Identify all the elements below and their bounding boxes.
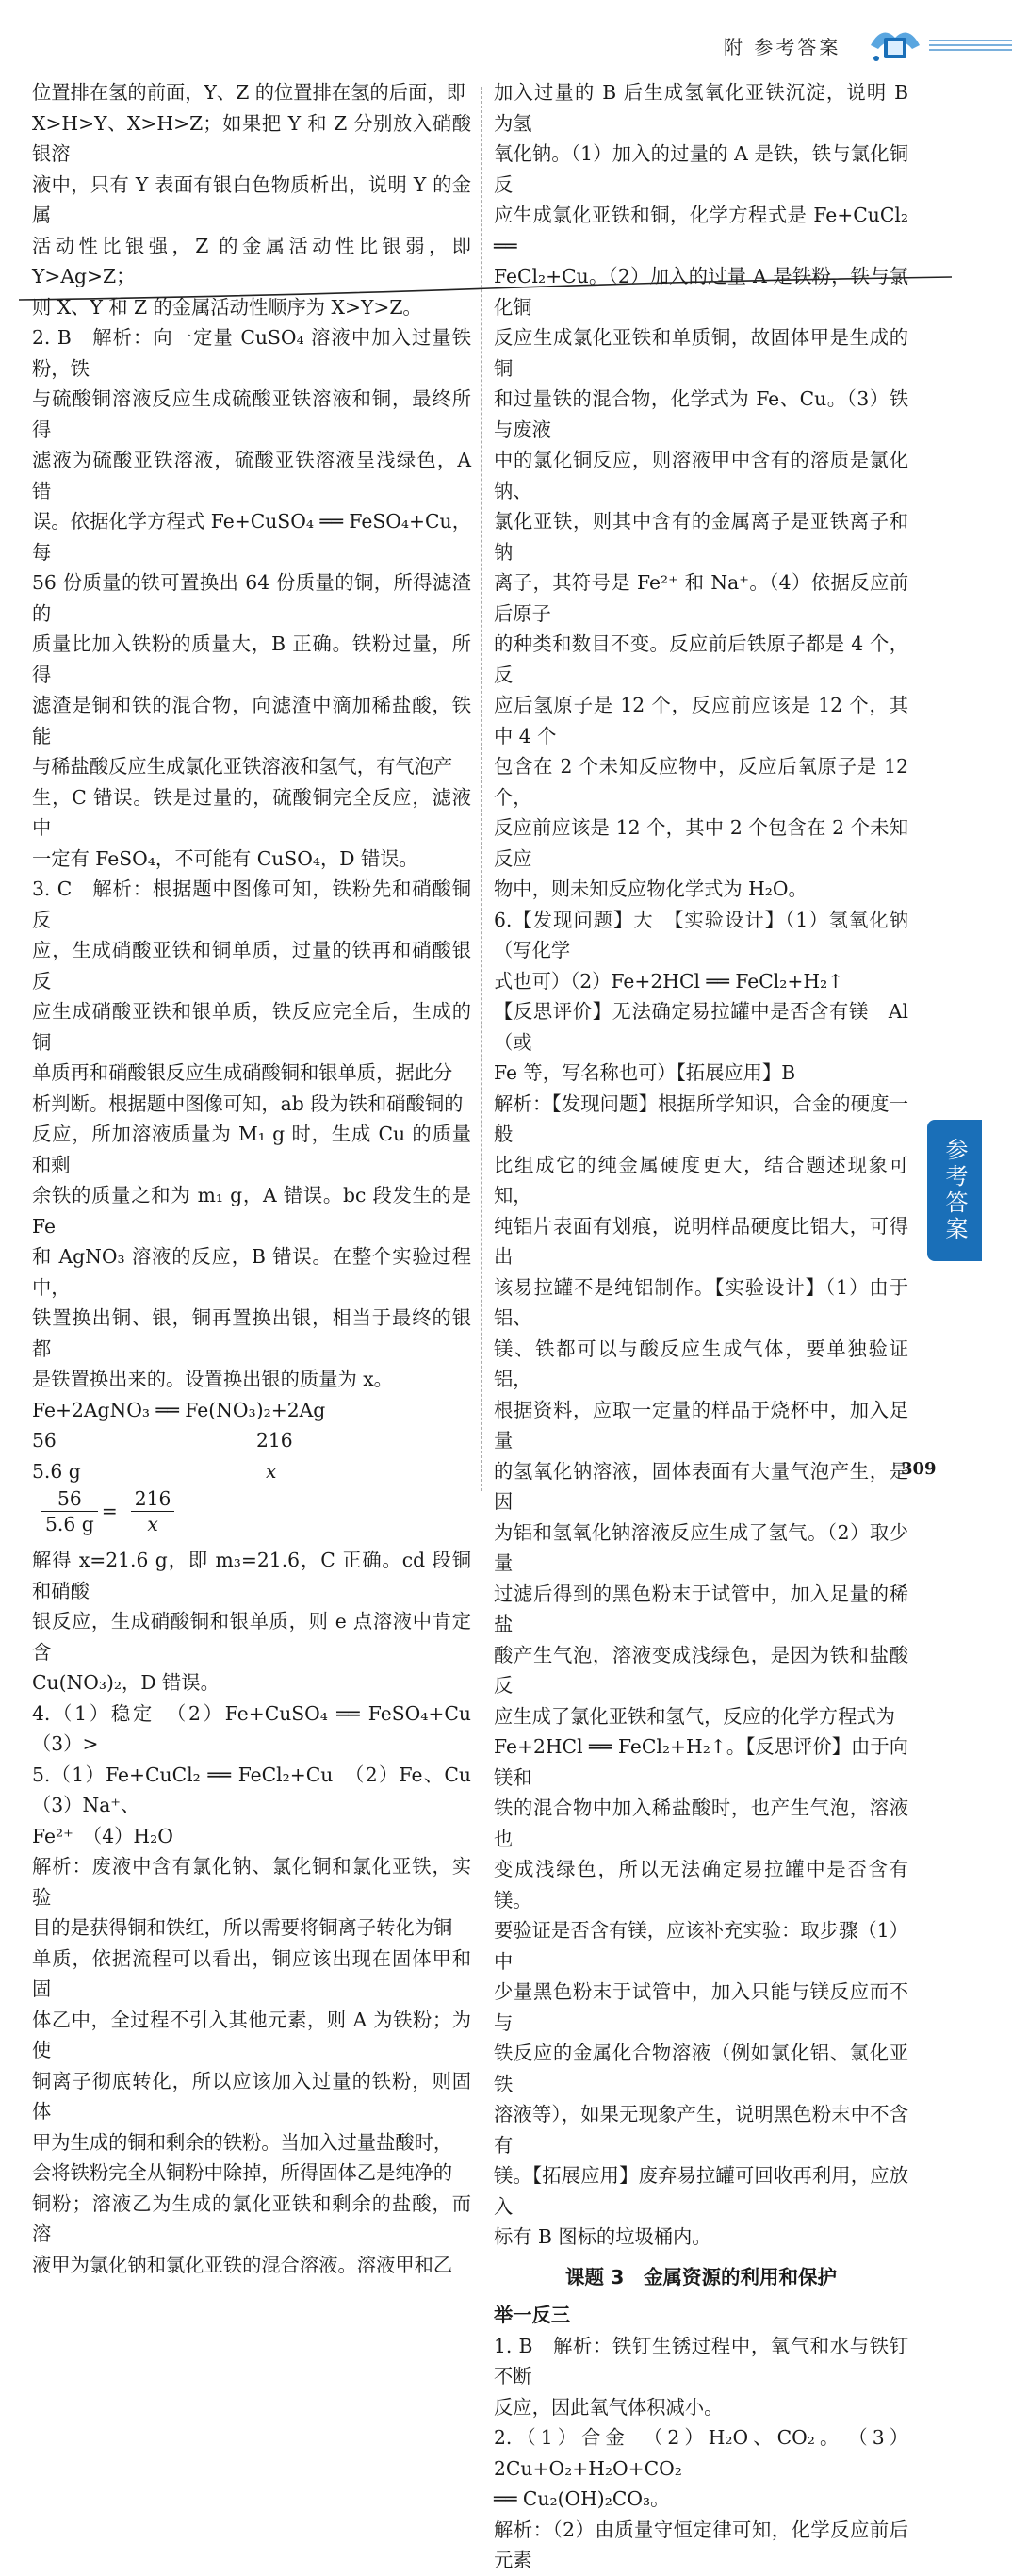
answer-6-analysis-line: 铁反应的金属化合物溶液（例如氯化铝、氯化亚铁 [494, 2042, 908, 2095]
answer-6-analysis-line: 解析：【发现问题】根据所学知识，合金的硬度一般 [494, 1091, 908, 1145]
intro-line: 位置排在氢的前面，Y、Z 的位置排在氢的后面，即 [32, 81, 465, 104]
header-decor-lines [929, 40, 1012, 51]
answer-5-analysis-line: 单质，依据流程可以看出，铜应该出现在固体甲和固 [32, 1946, 471, 2000]
answer-5-cont-line: 离子，其符号是 Fe²⁺ 和 Na⁺。（4）依据反应前后原子 [494, 571, 908, 625]
answer-6-analysis-line: 要验证是否含有镁，应该补充实验：取步骤（1）中 [494, 1919, 908, 1973]
fraction-1-num: 56 [41, 1486, 98, 1512]
section-label: 附 参考答案 [724, 36, 841, 58]
answer-5-analysis-line: 铜粉；溶液乙为生成的氯化亚铁和剩余的盐酸，而溶 [32, 2191, 471, 2245]
answer-6-analysis-line: 溶液等），如果无现象产生，说明黑色粉末中不含有 [494, 2103, 908, 2157]
answer-3-line: 是铁置换出来的。设置换出银的质量为 x。 [32, 1368, 393, 1390]
answer-4: 4.（1）稳定 （2）Fe+CuSO₄ ══ FeSO₄+Cu （3）> [32, 1701, 491, 1755]
book-wings-icon [867, 17, 923, 66]
s1-line: 1. B 解析：铁钉生锈过程中，氧气和水与铁钉不断 [494, 2334, 908, 2387]
side-tab[interactable]: 参考答案 [927, 1120, 982, 1261]
answer-5-analysis-line: 液甲为氯化钠和氯化亚铁的混合溶液。溶液甲和乙 [32, 2253, 453, 2276]
answer-5-analysis-line: 体乙中，全过程不引入其他元素，则 A 为铁粉；为使 [32, 2008, 471, 2061]
s2-line: 解析：（2）由质量守恒定律可知，化学反应前后元素 [494, 2518, 908, 2571]
answer-5-cont-line: 包含在 2 个未知反应物中，反应后氧原子是 12 个， [494, 755, 908, 809]
answer-5-analysis-line: 解析：废液中含有氯化钠、氯化铜和氯化亚铁，实验 [32, 1855, 471, 1909]
answer-2-line: 滤渣是铜和铁的混合物，向滤渣中滴加稀盐酸，铁能 [32, 694, 471, 747]
answer-2-line: 一定有 FeSO₄，不可能有 CuSO₄，D 错误。 [32, 846, 418, 870]
answer-6-analysis-line: 镁、铁都可以与酸反应生成气体，要单独验证铝， [494, 1337, 908, 1390]
calc-r1-left: 56 [32, 1429, 57, 1452]
answer-2-line: 生，C 错误。铁是过量的，硫酸铜完全反应，滤液中 [32, 785, 471, 839]
calc-proportion [32, 1486, 471, 1545]
answer-2-line: 误。依据化学方程式 Fe+CuSO₄ ══ FeSO₄+Cu，每 [32, 510, 471, 564]
fraction-2-den: x [147, 1513, 158, 1535]
answer-2-line: 滤液为硫酸亚铁溶液，硫酸亚铁溶液呈浅绿色，A 错 [32, 449, 471, 502]
answer-5-analysis-line: 目的是获得铜和铁红，所以需要将铜离子转化为铜 [32, 1916, 453, 1939]
answer-6-line: Fe 等，写名称也可）【拓展应用】B [494, 1061, 796, 1084]
left-column [32, 77, 491, 2280]
page-number: 309 [901, 1459, 937, 1479]
answer-3-line: 反应，所加溶液质量为 M₁ g 时，生成 Cu 的质量和剩 [32, 1123, 471, 1176]
calc-equation: Fe+2AgNO₃ ══ Fe(NO₃)₂+2Ag [32, 1398, 326, 1421]
answer-2-line: 与稀盐酸反应生成氯化亚铁溶液和氢气，有气泡产 [32, 755, 453, 778]
answer-5-cont-line: 应生成氯化亚铁和铜，化学方程式是 Fe+CuCl₂ ══ [494, 204, 908, 257]
answer-5-cont-line: 应后氢原子是 12 个，反应前应该是 12 个，其中 4 个 [494, 694, 908, 747]
answer-3-line: 余铁的质量之和为 m₁ g，A 错误。bc 段发生的是 Fe [32, 1184, 471, 1238]
answer-3-line: 3. C 解析：根据题中图像可知，铁粉先和硝酸铜反 [32, 878, 471, 931]
answer-5-cont-line: 中的氯化铜反应，则溶液甲中含有的溶质是氯化钠、 [494, 449, 908, 502]
answer-6-analysis-line: 少量黑色粉末于试管中，加入只能与镁反应而不与 [494, 1980, 908, 2034]
answer-5-line: Fe²⁺ （4）H₂O [32, 1824, 173, 1847]
section-title: 课题 3 金属资源的利用和保护 [565, 2265, 837, 2289]
answer-2-line: 质量比加入铁粉的质量大，B 正确。铁粉过量，所得 [32, 632, 471, 686]
answer-6-analysis-line: 纯铝片表面有划痕，说明样品硬度比铝大，可得出 [494, 1214, 908, 1268]
answer-2-line: 2. B 解析：向一定量 CuSO₄ 溶液中加入过量铁粉，铁 [32, 326, 471, 380]
intro-line: 则 X、Y 和 Z 的金属活动性顺序为 X>Y>Z。 [32, 295, 422, 319]
answer-2-line: 56 份质量的铁可置换出 64 份质量的铜，所得滤渣的 [32, 571, 471, 625]
answer-2-line: 与硫酸铜溶液反应生成硫酸亚铁溶液和铜，最终所得 [32, 387, 471, 441]
answer-3-line: 应，生成硝酸亚铁和铜单质，过量的铁再和硝酸银反 [32, 939, 471, 993]
calculation-block [32, 1395, 471, 1546]
answer-3-line: 铁置换出铜、银，铜再置换出银，相当于最终的银都 [32, 1306, 471, 1360]
intro-line: X>H>Y、X>H>Z；如果把 Y 和 Z 分别放入硝酸银溶 [32, 111, 471, 165]
answer-3-end-line: 银反应，生成硝酸铜和银单质，则 e 点溶液中肯定含 [32, 1610, 471, 1664]
answer-5-cont-line: 氯化亚铁，则其中含有的金属离子是亚铁离子和钠 [494, 510, 908, 564]
answer-5-cont-line: 反应生成氯化亚铁和单质铜，故固体甲是生成的铜 [494, 326, 908, 380]
answer-3-end-line: 解得 x=21.6 g，即 m₃=21.6，C 正确。cd 段铜和硝酸 [32, 1549, 471, 1602]
right-column [494, 77, 908, 2576]
calc-r1-right: 216 [256, 1429, 293, 1452]
answer-6-analysis-line: 为铝和氢氧化钠溶液反应生成了氢气。（2）取少量 [494, 1520, 908, 1574]
answer-6-analysis-line: 过滤后得到的黑色粉末于试管中，加入足量的稀盐 [494, 1582, 908, 1635]
answer-5-cont-line: FeCl₂+Cu。（2）加入的过量 A 是铁粉，铁与氯化铜 [494, 265, 908, 319]
fraction-2-num: 216 [131, 1486, 175, 1512]
calc-r2-left: 5.6 g [32, 1459, 81, 1483]
answer-3-end-line: Cu(NO₃)₂，D 错误。 [32, 1671, 220, 1694]
subsection-heading: 举一反三 [494, 2304, 571, 2326]
equals-sign: = [101, 1500, 118, 1523]
answer-6-line: 6.【发现问题】大 【实验设计】（1）氢氧化钠（写化学 [494, 908, 908, 961]
answer-3-line: 析判断。根据题中图像可知，ab 段为铁和硝酸铜的 [32, 1091, 464, 1115]
answer-6-line: 式也可）（2）Fe+2HCl ══ FeCl₂+H₂↑ [494, 969, 844, 993]
answer-5-analysis-line: 甲为生成的铜和剩余的铁粉。当加入过量盐酸时， [32, 2130, 453, 2154]
answer-6-analysis-line: 酸产生气泡，溶液变成浅绿色，是因为铁和盐酸反 [494, 1643, 908, 1697]
calc-row-1 [32, 1425, 471, 1456]
answer-6-analysis-line: 变成浅绿色，所以无法确定易拉罐中是否含有镁。 [494, 1858, 908, 1911]
answer-6-analysis-line: 应生成了氯化亚铁和氢气，反应的化学方程式为 [494, 1704, 895, 1728]
answer-6-analysis-line: 铁的混合物中加入稀盐酸时，也产生气泡，溶液也 [494, 1797, 908, 1850]
calc-r2-right: x [266, 1459, 277, 1483]
s2-line: 2.（1）合金 （2）H₂O、CO₂。 （3）2Cu+O₂+H₂O+CO₂ [494, 2426, 908, 2480]
answer-5-cont-line: 加入过量的 B 后生成氢氧化亚铁沉淀，说明 B 为氢 [494, 81, 908, 135]
page-header [0, 0, 1012, 75]
answer-3-line: 和 AgNO₃ 溶液的反应，B 错误。在整个实验过程中， [32, 1245, 471, 1299]
answer-6-line: 【反思评价】无法确定易拉罐中是否含有镁 Al（或 [494, 1000, 908, 1054]
answer-6-analysis-line: 标有 B 图标的垃圾桶内。 [494, 2225, 711, 2248]
answer-5-line: 5.（1）Fe+CuCl₂ ══ FeCl₂+Cu （2）Fe、Cu （3）Na⁺、 [32, 1763, 491, 1816]
answer-6-analysis-line: 的氢氧化钠溶液，固体表面有大量气泡产生，是因 [494, 1459, 908, 1513]
answer-6-analysis-line: 比组成它的纯金属硬度更大，结合题述现象可知， [494, 1153, 908, 1206]
answer-6-analysis-line: 根据资料，应取一定量的样品于烧杯中，加入足量 [494, 1398, 908, 1452]
answer-5-cont-line: 和过量铁的混合物，化学式为 Fe、Cu。（3）铁与废液 [494, 387, 908, 441]
intro-line: 液中，只有 Y 表面有银白色物质析出，说明 Y 的金属 [32, 172, 471, 226]
s1-line: 反应，因此氧气体积减小。 [494, 2395, 724, 2419]
answer-5-cont-line: 的种类和数目不变。反应前后铁原子都是 4 个，反 [494, 632, 908, 686]
answer-5-cont-line: 物中，则未知反应物化学式为 H₂O。 [494, 878, 808, 900]
answer-6-analysis-line: Fe+2HCl ══ FeCl₂+H₂↑。【反思评价】由于向镁和 [494, 1735, 908, 1789]
column-divider [481, 87, 482, 1491]
answer-5-cont-line: 氧化钠。（1）加入的过量的 A 是铁，铁与氯化铜反 [494, 142, 908, 196]
s2-line: ══ Cu₂(OH)₂CO₃。 [494, 2487, 670, 2510]
fraction-2 [131, 1486, 175, 1536]
calc-row-2 [32, 1456, 471, 1487]
fraction-1-den: 5.6 g [45, 1513, 94, 1535]
answer-3-line: 单质再和硝酸银反应生成硝酸铜和银单质，据此分 [32, 1061, 453, 1084]
answer-6-analysis-line: 该易拉罐不是纯铝制作。【实验设计】（1）由于铝、 [494, 1275, 908, 1329]
answer-3-line: 应生成硝酸亚铁和银单质，铁反应完全后，生成的铜 [32, 1000, 471, 1054]
answer-5-cont-line: 反应前应该是 12 个，其中 2 个包含在 2 个未知反应 [494, 816, 908, 870]
intro-line: 活动性比银强，Z 的金属活动性比银弱，即 Y>Ag>Z； [32, 234, 471, 287]
answer-5-analysis-line: 铜离子彻底转化，所以应该加入过量的铁粉，则固体 [32, 2069, 471, 2123]
answer-6-analysis-line: 镁。【拓展应用】废弃易拉罐可回收再利用，应放入 [494, 2164, 908, 2218]
answer-5-analysis-line: 会将铁粉完全从铜粉中除掉，所得固体乙是纯净的 [32, 2161, 453, 2184]
fraction-1 [41, 1486, 98, 1536]
